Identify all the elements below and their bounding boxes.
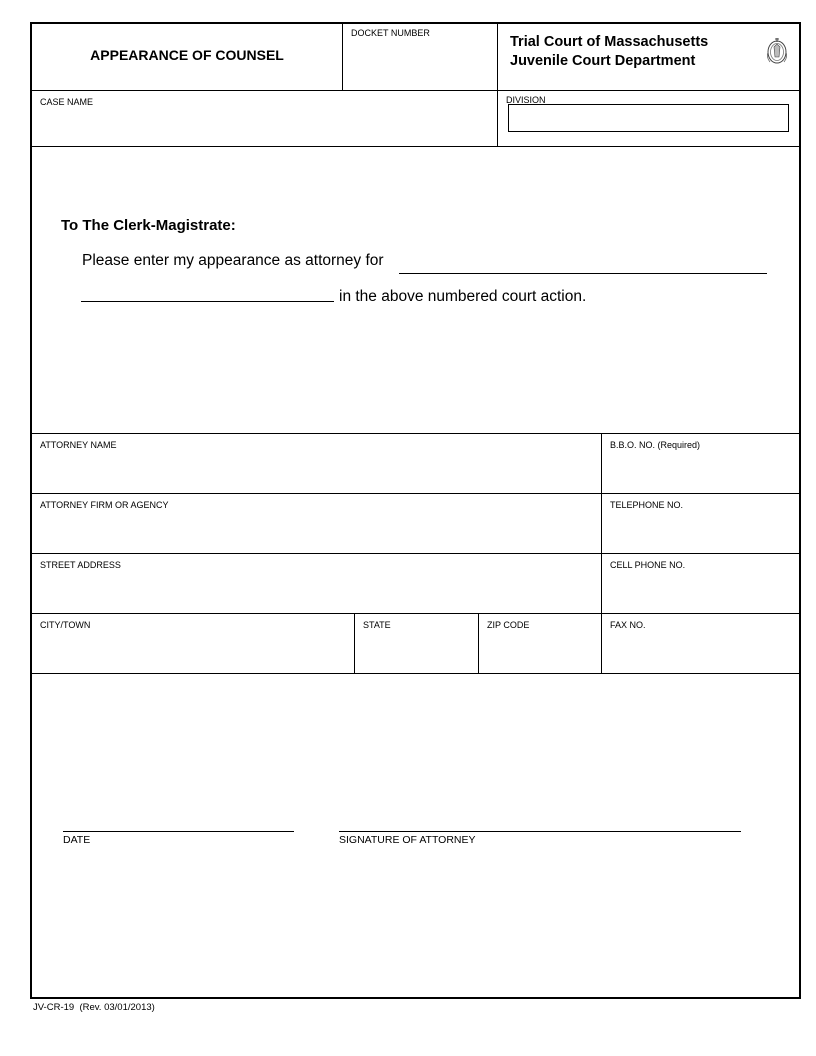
street-address-label: STREET ADDRESS [40,560,121,570]
case-row [32,91,799,147]
bbo-number-label: B.B.O. NO. (Required) [610,440,701,450]
form-id-footer: JV-CR-19 (Rev. 03/01/2013) [33,1002,155,1013]
case-name-field[interactable] [32,91,498,146]
division-label: DIVISION [506,95,546,105]
fax-field[interactable] [602,614,799,674]
bbo-number-field[interactable] [602,434,799,493]
docket-number-field[interactable] [343,24,498,90]
client-name-line-continued[interactable] [81,301,334,302]
division-cell [498,91,799,146]
zip-code-field[interactable] [479,614,602,674]
attorney-name-field[interactable] [32,434,602,493]
title-cell [32,24,343,90]
street-address-row [32,554,799,614]
telephone-label: TELEPHONE NO. [610,500,684,510]
date-label: DATE [63,834,91,846]
court-name: Trial Court of Massachusetts [510,34,709,50]
salutation: To The Clerk-Magistrate: [61,217,236,234]
signature-label: SIGNATURE OF ATTORNEY [339,834,476,846]
fax-label: FAX NO. [610,620,646,630]
court-department: Juvenile Court Department [510,53,696,69]
signature-line[interactable] [339,831,741,832]
date-line[interactable] [63,831,294,832]
attorney-info-block [32,433,799,674]
telephone-field[interactable] [602,494,799,553]
appearance-form [30,22,801,999]
case-name-label: CASE NAME [40,97,94,107]
court-cell [498,24,799,90]
city-state-zip-row [32,614,799,674]
attorney-firm-row [32,494,799,554]
state-label: STATE [363,620,391,630]
form-header [32,24,799,91]
request-text: Please enter my appearance as attorney for [82,252,384,269]
attorney-firm-field[interactable] [32,494,602,553]
docket-number-label: DOCKET NUMBER [351,28,430,38]
client-name-line[interactable] [399,273,767,274]
city-town-field[interactable] [32,614,355,674]
cell-phone-field[interactable] [602,554,799,613]
street-address-field[interactable] [32,554,602,613]
city-town-label: CITY/TOWN [40,620,91,630]
zip-code-label: ZIP CODE [487,620,530,630]
cell-phone-label: CELL PHONE NO. [610,560,686,570]
attorney-name-row [32,434,799,494]
state-field[interactable] [355,614,479,674]
massachusetts-seal-icon [764,35,790,67]
attorney-firm-label: ATTORNEY FIRM OR AGENCY [40,500,169,510]
form-title: APPEARANCE OF COUNSEL [90,47,284,63]
action-text: in the above numbered court action. [339,288,587,305]
attorney-name-label: ATTORNEY NAME [40,440,117,450]
division-input[interactable] [508,104,789,132]
